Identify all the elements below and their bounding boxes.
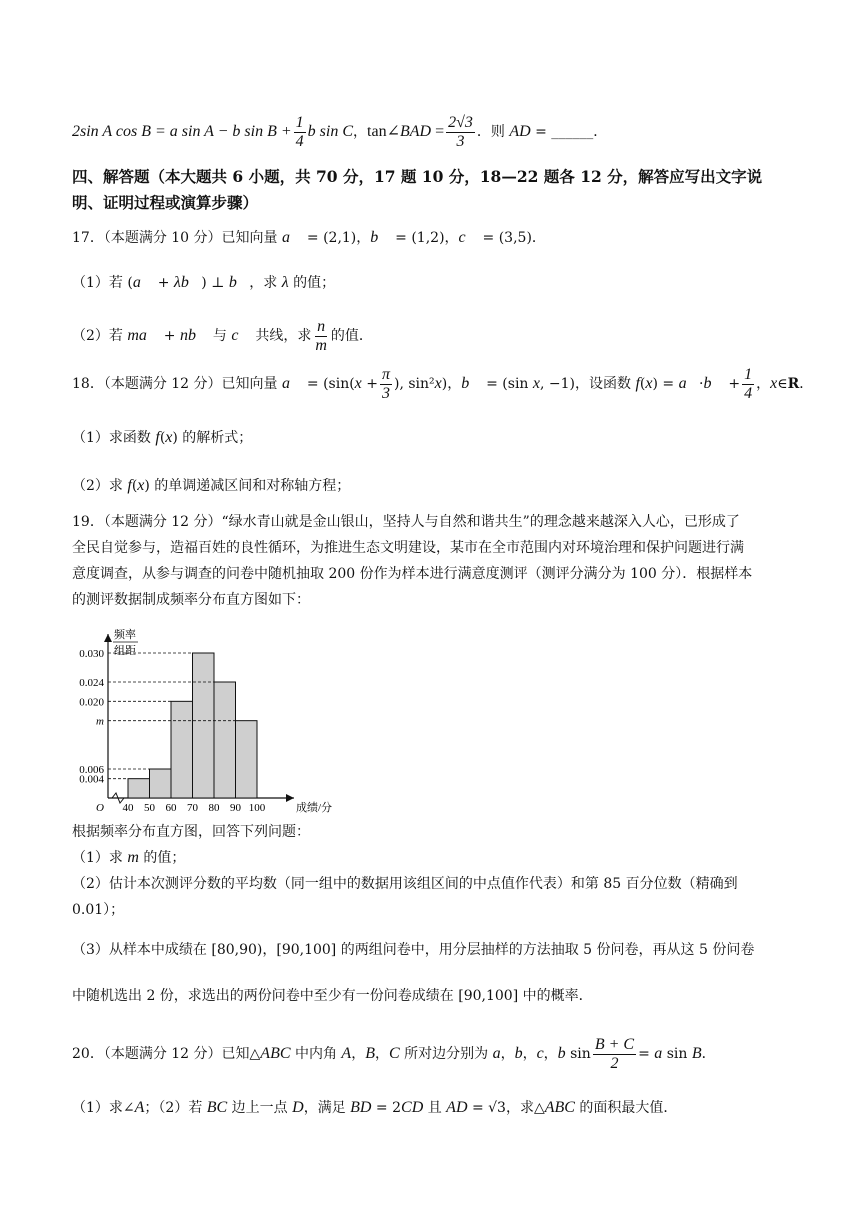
q18-part2: （2）求 f(x) 的单调递减区间和对称轴方程； xyxy=(72,477,351,494)
histogram-bar xyxy=(150,769,172,798)
y-tick-label: 0.024 xyxy=(79,677,104,689)
origin-label: O xyxy=(96,802,104,814)
y-tick-label: 0.004 xyxy=(79,773,104,786)
q16-tail: ．则 AD = ______． xyxy=(476,123,608,140)
q19-part3-a: （3）从样本中成绩在 [80,90)，[90,100] 的两组问卷中，用分层抽样的方法抽取 5 份问卷，再从这 5 份问卷 xyxy=(72,942,755,958)
q19-stem-1: 19．（本题满分 12 分）“绿水青山就是金山银山，坚持人与自然和谐共生”的理念越来越深入人心，已形成了 xyxy=(72,514,740,530)
q16-tan: tan∠BAD = xyxy=(367,123,445,140)
x-tick-label: 60 xyxy=(165,802,177,814)
q16-sep: ， xyxy=(353,124,368,140)
q20-parts: （1）求∠A；（2）若 BC 边上一点 D，满足 BD = 2CD 且 AD = √3，求△ABC 的面积最大值． xyxy=(72,1099,678,1116)
x-tick-label: 40 xyxy=(122,802,134,814)
q16-math-b: b sin C xyxy=(307,123,354,140)
frequency-histogram xyxy=(72,622,342,817)
q18-stem: 18．（本题满分 12 分）已知向量 a⃗ = (sin(x + $\frac{\pi}{3}$ ), sin²x)，b⃗ = (sin x, −1)，设函数 f(x) = a⃗·b⃗ + $\frac{1}{4}$ ，x∈R． xyxy=(72,365,814,402)
q19-stem-3: 意度调查，从参与调查的问卷中随机抽取 200 份作为样本进行满意度测评（测评分满分为 100 分）．根据样本 xyxy=(72,566,753,582)
y-axis-arrow xyxy=(104,634,112,642)
y-label-bottom: 组距 xyxy=(114,645,136,657)
x-tick-label: 100 xyxy=(248,802,266,814)
section-4-header: 四、解答题（本大题共 6 小题，共 70 分，17 题 10 分，18—22 题各 12 分，解答应写出文字说明、证明过程或演算步骤） xyxy=(72,167,763,212)
x-axis-label: 成绩/分 xyxy=(296,802,333,814)
x-axis-arrow xyxy=(286,794,294,802)
q19-part1: （1）求 m 的值； xyxy=(72,849,186,866)
q17-part2: （2）若 ma⃗ + nb⃗ 与 c⃗ 共线，求 $\frac{n}{m}$ 的值． xyxy=(72,317,373,354)
q20-frac-bc2: $\frac{B + C}{2}$ xyxy=(594,1035,635,1072)
q18-part1: （1）求函数 f(x) 的解析式； xyxy=(72,429,253,446)
y-tick-label: 0.006 xyxy=(79,764,104,776)
histogram-bar xyxy=(236,721,258,798)
x-tick-label: 80 xyxy=(208,802,220,814)
q17-part1: （1）若 (a⃗ + λb⃗) ⊥ b⃗，求 λ 的值； xyxy=(72,274,336,291)
q19-after-chart: 根据频率分布直方图，回答下列问题： xyxy=(72,824,310,840)
q18-frac-quarter: $\frac{1}{4}$ xyxy=(744,365,753,402)
q16-frac-tan: $\frac{2√3}{3}$ xyxy=(448,113,473,150)
q19-stem-4: 的测评数据制成频率分布直方图如下： xyxy=(72,592,310,608)
q18-frac-pi3: $\frac{\pi}{3}$ xyxy=(381,365,390,402)
q16-condition xyxy=(72,112,607,152)
y-tick-label: 0.020 xyxy=(79,696,104,709)
x-tick-label: 50 xyxy=(144,802,155,814)
q20-stem: 20．（本题满分 12 分）已知△ABC 中内角 A，B，C 所对边分别为 a，b，c，b sin $\frac{B + C}{2}$ = a sin B． xyxy=(72,1035,716,1072)
q19-part2-a: （2）估计本次测评分数的平均数（同一组中的数据用该组区间的中点值作代表）和第 85 百分位数（精确到 xyxy=(72,876,738,892)
histogram-bar xyxy=(193,653,215,798)
q17-frac-nm: $\frac{n}{m}$ xyxy=(315,317,327,354)
q19-part2-b: 0.01）； xyxy=(72,902,125,918)
y-tick-label: m xyxy=(96,715,104,728)
q16-frac-quarter: $\frac{1}{4}$ xyxy=(295,113,304,150)
q19-part3-b: 中随机选出 2 份，求选出的两份问卷中至少有一份问卷成绩在 [90,100] 中的概率． xyxy=(72,988,593,1004)
histogram-bar xyxy=(171,701,193,798)
y-tick-label: 0.030 xyxy=(79,648,104,660)
q17-stem: 17．（本题满分 10 分）已知向量 a⃗ = (2,1)，b⃗ = (1,2)，c⃗ = (3,5)． xyxy=(72,229,546,246)
y-label-top: 频率 xyxy=(114,629,136,641)
histogram-bar xyxy=(214,682,236,798)
x-tick-label: 70 xyxy=(187,802,198,814)
histogram-bar xyxy=(128,779,150,798)
x-tick-label: 90 xyxy=(230,802,241,814)
q16-math-a: 2sin A cos B = a sin A − b sin B + xyxy=(72,123,292,140)
q19-stem-2: 全民自觉参与，造福百姓的良性循环，为推进生态文明建设，某市在全市范围内对环境治理和保护问题进行满 xyxy=(72,540,744,556)
